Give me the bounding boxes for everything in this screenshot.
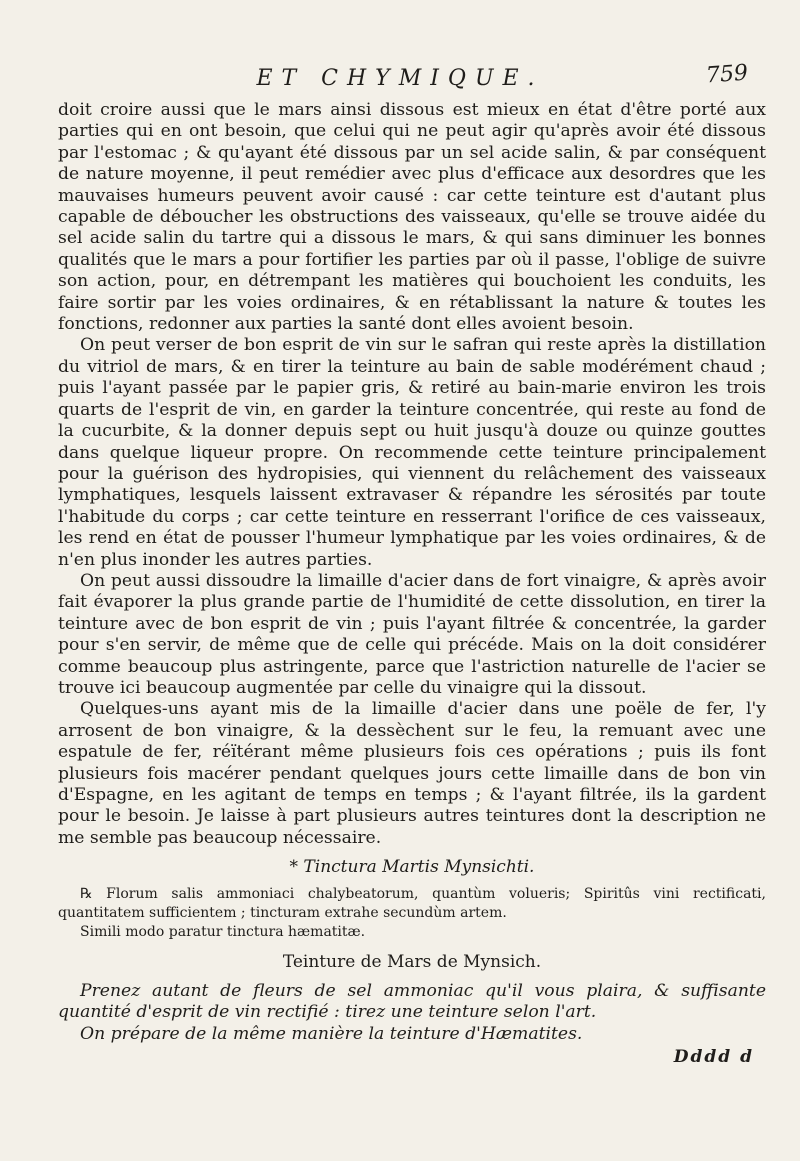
french-line-2: On prépare de la même manière la teinture d'Hæmatites. [80,1023,583,1044]
paragraph-4: Quelques-uns ayant mis de la limaille d'acier dans une poële de fer, l'y arrosent de bon vinaigre, & la dessèchent sur le feu, la remuant avec une espatule de fer, réïtérant même plusieurs fois ces opérations ; puis ils font plusieurs fois macérer pendant quelques jours cette limaille dans de bon vin d'Espagne, en les agitant de temps en temps ; & l'ayant filtrée, ils la gardent pour le besoin. Je laisse à part plusieurs autres teintures dont la description ne me semble pas beaucoup nécessaire. [58,699,766,848]
recipe-title: * Tinctura Martis Mynsichti. [289,857,535,878]
french-recipe [58,981,766,1045]
latin-line-2: Simili modo paratur tinctura hæmatitæ. [80,923,366,940]
french-recipe-title: Teinture de Mars de Mynsich. [282,951,542,972]
paragraph-3: On peut aussi dissoudre la limaille d'acier dans de fort vinaigre, & après avoir fait évaporer la plus grande partie de l'humidité de cette dissolution, en tirer la teinture avec de bon esprit de vin ; puis l'ayant filtrée & concentrée, la garder pour s'en servir, de même que de celle qui précéde. Mais on la doit considérer comme beaucoup plus astringente, parce que l'astriction naturelle de l'acier se trouve ici beaucoup augmentée par celle du vinaigre qui la dissout. [58,570,766,698]
french-line-1: Prenez autant de fleurs de sel ammoniac qu'il vous plaira, & suffisante quantité d'esprit de vin rectifié : tirez une teinture selon l'art. [58,981,766,1023]
running-title: ET CHYMIQUE. [256,66,544,91]
body-text [58,100,766,1069]
running-head [0,60,800,100]
latin-recipe [58,885,766,942]
signature-mark: Dddd d [673,1047,754,1068]
paragraph-1: doit croire aussi que le mars ainsi dissous est mieux en état d'être porté aux parties qui en ont besoin, que celui qui ne peut agir qu'après avoir été dissous par l'estomac ; & qu'ayant été dissous par un sel acide salin, & par conséquent de nature moyenne, il peut remédier avec plus d'efficace aux desordres que les mauvaises humeurs peuvent avoir causé : car cette teinture est d'autant plus capable de déboucher les obstructions des vaisseaux, qu'elle se trouve aidée du sel acide salin du tartre qui a dissous le mars, & qui sans diminuer les bonnes qualités que le mars a pour fortifier les parties par où il passe, l'oblige de suivre son action, pour, en détrempant les matières qui bouchoient les conduits, les faire sortir par les voies ordinaires, & en rétablissant la nature & toutes les fonctions, redonner aux parties la santé dont elles avoient besoin. [58,100,766,335]
paragraph-2: On peut verser de bon esprit de vin sur le safran qui reste après la distillation du vitriol de mars, & en tirer la teinture au bain de sable modérément chaud ; puis l'ayant passée par le papier gris, & retiré au bain-marie environ les trois quarts de l'esprit de vin, en garder la teinture concentrée, qui reste au fond de la cucurbite, & la donner depuis sept ou huit jusqu'à douze ou quinze gouttes dans quelque liqueur propre. On recommende cette teinture principalement pour la guérison des hydropisies, qui viennent du relâchement des vaisseaux lymphatiques, lesquels laissent extravaser & répandre les sérosités par toute l'habitude du corps ; car cette teinture en resserrant l'orifice de ces vaisseaux, les rend en état de pousser l'humeur lymphatique par les voies ordinaires, & de n'en plus inonder les autres parties. [58,335,766,570]
page-number: 759 [705,60,749,89]
latin-line-1: ℞ Florum salis ammoniaci chalybeatorum, quantùm volueris; Spiritûs vini rectificati, quantitatem sufficientem ; tincturam extrahe secundùm artem. [58,885,766,921]
